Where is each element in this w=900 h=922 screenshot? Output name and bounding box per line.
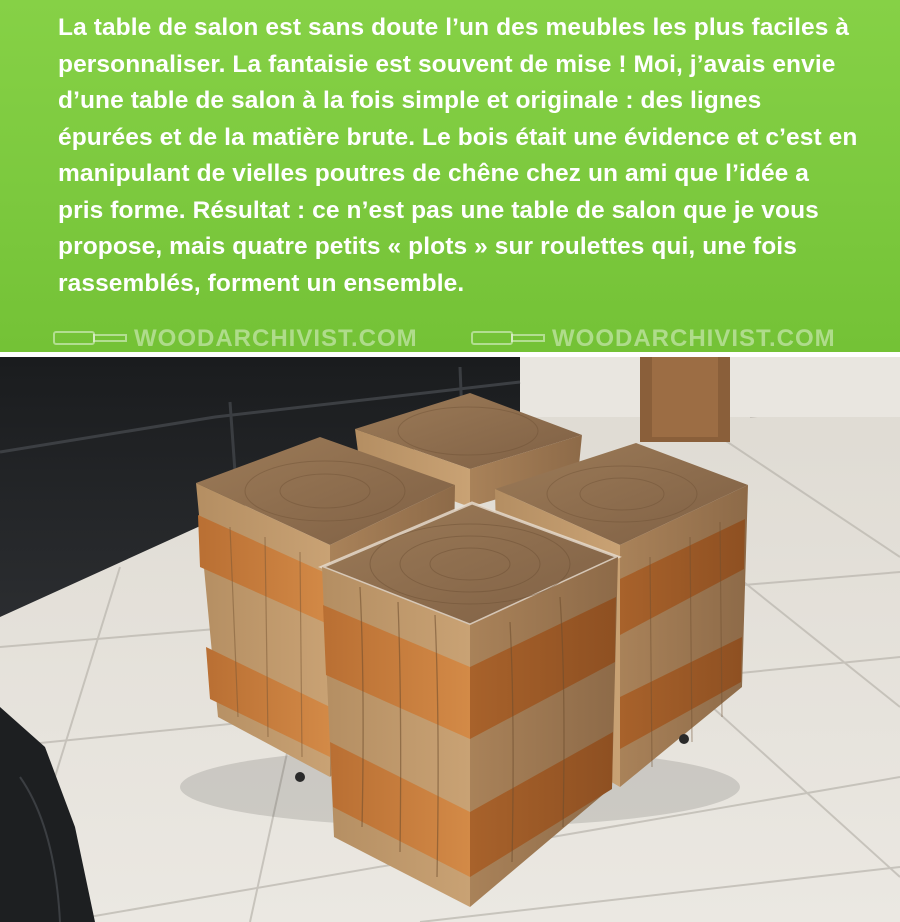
intro-paragraph: La table de salon est sans doute l’un des meubles les plus faciles à personnaliser. La fantaisie est souvent de mise ! Moi, j’avais envie d’une table de salon à la fois simple et originale : des lignes épurées et de la matière brute. Le bois était une évidence et c’est en manipulant de vielles poutres de chêne chez un ami que l’idée a pris forme. Résultat : ce n’est pas une table de salon que je vous propose, mais quatre petits « plots » sur roulettes qui, une fois rassemblés, forment un ensemble. bbox=[58, 14, 858, 297]
watermark-left bbox=[50, 324, 418, 354]
product-photo bbox=[0, 357, 900, 922]
oak-stools-photo bbox=[0, 357, 900, 922]
watermark-right bbox=[468, 324, 836, 354]
watermark-text: WOODARCHIVIST.COM bbox=[134, 325, 418, 352]
hammer-icon bbox=[468, 326, 548, 352]
watermark-text: WOODARCHIVIST.COM bbox=[552, 325, 836, 352]
intro-band bbox=[0, 0, 900, 352]
hammer-icon bbox=[50, 326, 130, 352]
